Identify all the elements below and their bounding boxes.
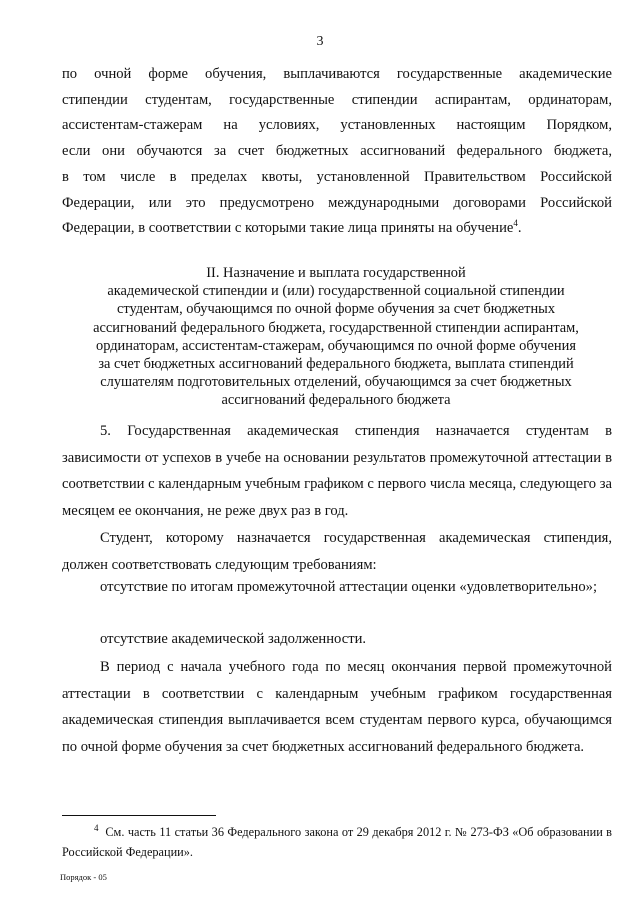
footnote-separator: [62, 815, 216, 816]
text-line: если они обучаются за счет бюджетных ассигнований федерального бюджета,: [62, 143, 612, 160]
heading-line: ассигнований федерального бюджета, государственной стипендии аспирантам,: [93, 319, 579, 336]
paragraph-continuation: [62, 62, 612, 242]
text-line-content: Федерации, в соответствии с которыми такие лица приняты на обучение: [62, 220, 514, 237]
page-number: 3: [316, 34, 324, 49]
footnote-text: См. часть 11 статьи 36 Федерального закона от 29 декабря 2012 г. № 273-ФЗ «Об образовании в Российской Федерации».: [62, 825, 612, 859]
heading-line: слушателям подготовительных отделений, обучающимся за счет бюджетных: [100, 374, 572, 391]
text-line: Федерации, или это предусмотрено международными договорами Российской: [62, 194, 612, 211]
footnote-reference: 4: [513, 218, 518, 229]
heading-line: ассигнований федерального бюджета: [221, 392, 451, 409]
text-line-last: [62, 216, 612, 242]
requirement-item: отсутствие по итогам промежуточной аттестации оценки «удовлетворительно»;: [100, 579, 598, 595]
footnote: [62, 822, 612, 862]
section-heading: [60, 264, 612, 410]
heading-line: за счет бюджетных ассигнований федерального бюджета, выплата стипендий: [98, 356, 574, 373]
heading-line: ординаторам, ассистентам-стажерам, обучающимся по очной форме обучения: [96, 337, 576, 354]
text-line: ассистентам-стажерам на условиях, установленных настоящим Порядком,: [62, 117, 612, 134]
text-line: стипендии студентам, государственные стипендии аспирантам, ординаторам,: [62, 91, 612, 108]
heading-line: II. Назначение и выплата государственной: [206, 265, 466, 281]
heading-line: студентам, обучающимся по очной форме обучения за счет бюджетных: [116, 301, 556, 318]
sentence-end: .: [517, 220, 522, 237]
paragraph-5: 5. Государственная академическая стипендия назначается студентам в зависимости от успехов в учебе на основании результатов промежуточной аттестации в соответствии с календарным учебным графиком с первого числа месяца, следующего за месяцем ее окончания, не реже двух раз в год.: [62, 423, 612, 519]
text-line: по очной форме обучения, выплачиваются государственные академические: [62, 66, 612, 82]
paragraph-student-requirements: Студент, которому назначается государственная академическая стипендия, должен соответствовать следующим требованиям:: [62, 530, 612, 573]
paragraph-first-course: В период с начала учебного года по месяц окончания первой промежуточной аттестации в соответствии с календарным учебным графиком государственная академическая стипендия выплачивается всем студентам первого курса, обучающимся по очной форме обучения за счет бюджетных ассигнований федерального бюджета.: [62, 659, 612, 755]
requirement-item: отсутствие академической задолженности.: [100, 631, 367, 647]
document-footer-label: Порядок - 05: [60, 872, 107, 882]
footnote-number: 4: [94, 822, 99, 833]
heading-line: академической стипендии и (или) государственной социальной стипендии: [107, 283, 565, 300]
text-line: в том числе в пределах квоты, установленной Правительством Российской: [62, 168, 612, 185]
